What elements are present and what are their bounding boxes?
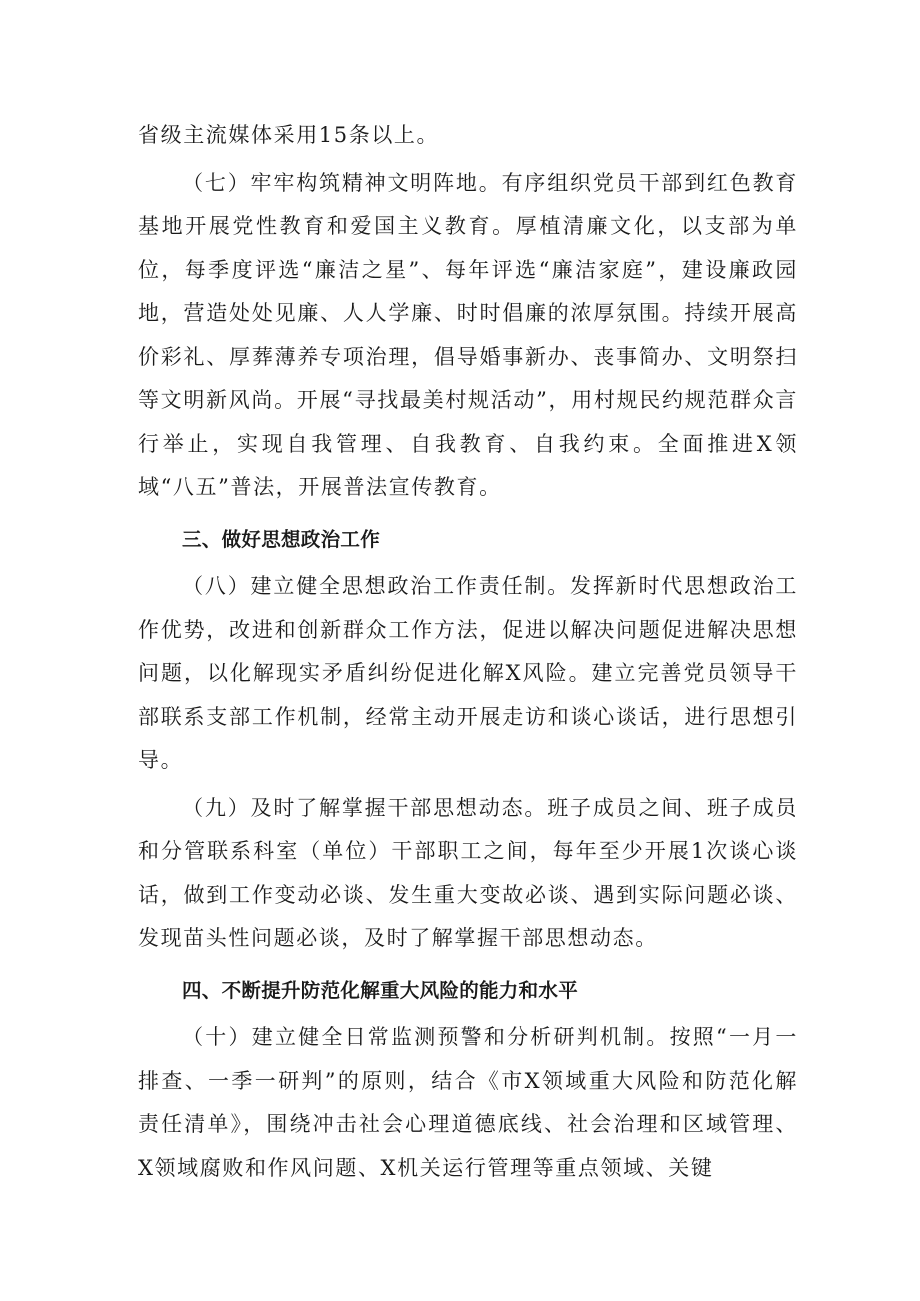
document-body (138, 114, 798, 1190)
paragraph-8-responsibility-system: （八）建立健全思想政治工作责任制。发挥新时代思想政治工作优势，改进和创新群众工作方法，促进以解决问题促进解决思想问题，以化解现实矛盾纠纷促进化解X风险。建立完善党员领导干部联系支部工作机制，经常主动开展走访和谈心谈话，进行思想引导。 (138, 574, 798, 772)
paragraph-continuation: 省级主流媒体采用15条以上。 (138, 123, 440, 147)
paragraph-9-cadre-thoughts: （九）及时了解掌握干部思想动态。班子成员之间、班子成员和分管联系科室（单位）干部职工之间，每年至少开展1次谈心谈话，做到工作变动必谈、发生重大变故必谈、遇到实际问题必谈、发现苗头性问题必谈，及时了解掌握干部思想动态。 (138, 795, 798, 950)
paragraph-7-spiritual-civilization: （七）牢牢构筑精神文明阵地。有序组织党员干部到红色教育基地开展党性教育和爱国主义教育。厚植清廉文化，以支部为单位，每季度评选“廉洁之星”、每年评选“廉洁家庭”，建设廉政园地，营造处处见廉、人人学廉、时时倡廉的浓厚氛围。持续开展高价彩礼、厚葬薄养专项治理，倡导婚事新办、丧事简办、文明祭扫等文明新风尚。开展“寻找最美村规活动”，用村规民约规范群众言行举止，实现自我管理、自我教育、自我约束。全面推进X领域“八五”普法，开展普法宣传教育。 (138, 170, 798, 499)
paragraph-10-monitoring-mechanism: （十）建立健全日常监测预警和分析研判机制。按照“一月一排查、一季一研判”的原则，结合《市X领域重大风险和防范化解责任清单》，围绕冲击社会心理道德底线、社会治理和区域管理、X领域腐败和作风问题、X机关运行管理等重点领域、关键 (138, 1025, 798, 1180)
section-heading-4: 四、不断提升防范化解重大风险的能力和水平 (182, 978, 579, 1002)
section-heading-3: 三、做好思想政治工作 (182, 527, 381, 551)
